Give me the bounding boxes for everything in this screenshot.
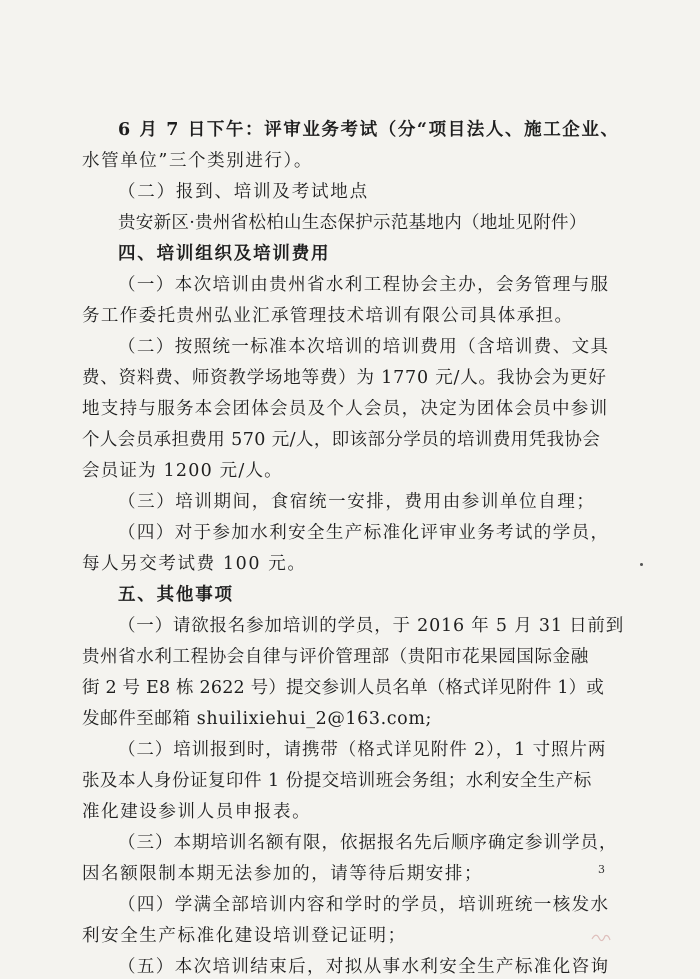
- paragraph-line: 地支持与服务本会团体会员及个人会员，决定为团体会员中参训: [82, 399, 609, 419]
- paragraph-line: （五）本次培训结束后，对拟从事水利安全生产标准化咨询: [118, 957, 610, 977]
- paragraph-line: （一）本次培训由贵州省水利工程协会主办，会务管理与服: [118, 275, 610, 295]
- paragraph-line: 水管单位”三个类别进行）。: [82, 151, 313, 171]
- paragraph-line: 费、资料费、师资教学场地等费）为 1770 元/人。我协会为更好: [82, 368, 607, 388]
- paragraph-line: 因名额限制本期无法参加的，请等待后期安排；: [82, 864, 484, 884]
- paragraph-line: 每人另交考试费 100 元。: [82, 554, 307, 574]
- paragraph-line: 街 2 号 E8 栋 2622 号）提交参训人员名单（格式详见附件 1）或: [82, 678, 605, 698]
- paragraph-line: 贵州省水利工程协会自律与评价管理部（贵阳市花果园国际金融: [82, 647, 589, 667]
- page-number: 3: [598, 863, 605, 876]
- paragraph-line: （二）按照统一标准本次培训的培训费用（含培训费、文具: [118, 337, 610, 357]
- faint-scan-mark: [590, 930, 612, 944]
- scan-speck: [640, 563, 643, 566]
- paragraph-line: （一）请欲报名参加培训的学员，于 2016 年 5 月 31 日前到: [118, 616, 625, 636]
- paragraph-line: （二）培训报到时，请携带（格式详见附件 2），1 寸照片两: [118, 740, 607, 760]
- paragraph-line: 个人会员承担费用 570 元/人，即该部分学员的培训费用凭我协会: [82, 430, 601, 450]
- section-heading: 五、其他事项: [118, 585, 234, 605]
- paragraph-line: （四）学满全部培训内容和学时的学员，培训班统一核发水: [118, 895, 610, 915]
- paragraph-line: 利安全生产标准化建设培训登记证明；: [82, 926, 407, 946]
- paragraph-line: （三）培训期间，食宿统一安排，费用由参训单位自理；: [118, 492, 596, 512]
- paragraph-line: （二）报到、培训及考试地点: [118, 182, 369, 202]
- paragraph-line: 准化建设参训人员申报表。: [82, 802, 312, 822]
- paragraph-line: 会员证为 1200 元/人。: [82, 461, 283, 481]
- paragraph-line: 贵安新区·贵州省松柏山生态保护示范基地内（地址见附件）: [118, 213, 587, 233]
- paragraph-line: 发邮件至邮箱 shuilixiehui_2@163.com;: [82, 709, 433, 729]
- paragraph-line: （三）本期培训名额有限，依据报名先后顺序确定参训学员，: [118, 833, 618, 853]
- section-heading: 四、培训组织及培训费用: [118, 244, 331, 264]
- paragraph-line: 6 月 7 日下午：评审业务考试（分“项目法人、施工企业、: [118, 120, 620, 140]
- paragraph-line: 张及本人身份证复印件 1 份提交培训班会务组；水利安全生产标: [82, 771, 592, 791]
- paragraph-line: （四）对于参加水利安全生产标准化评审业务考试的学员，: [118, 523, 610, 543]
- paragraph-line: 务工作委托贵州弘业汇承管理技术培训有限公司具体承担。: [82, 306, 574, 326]
